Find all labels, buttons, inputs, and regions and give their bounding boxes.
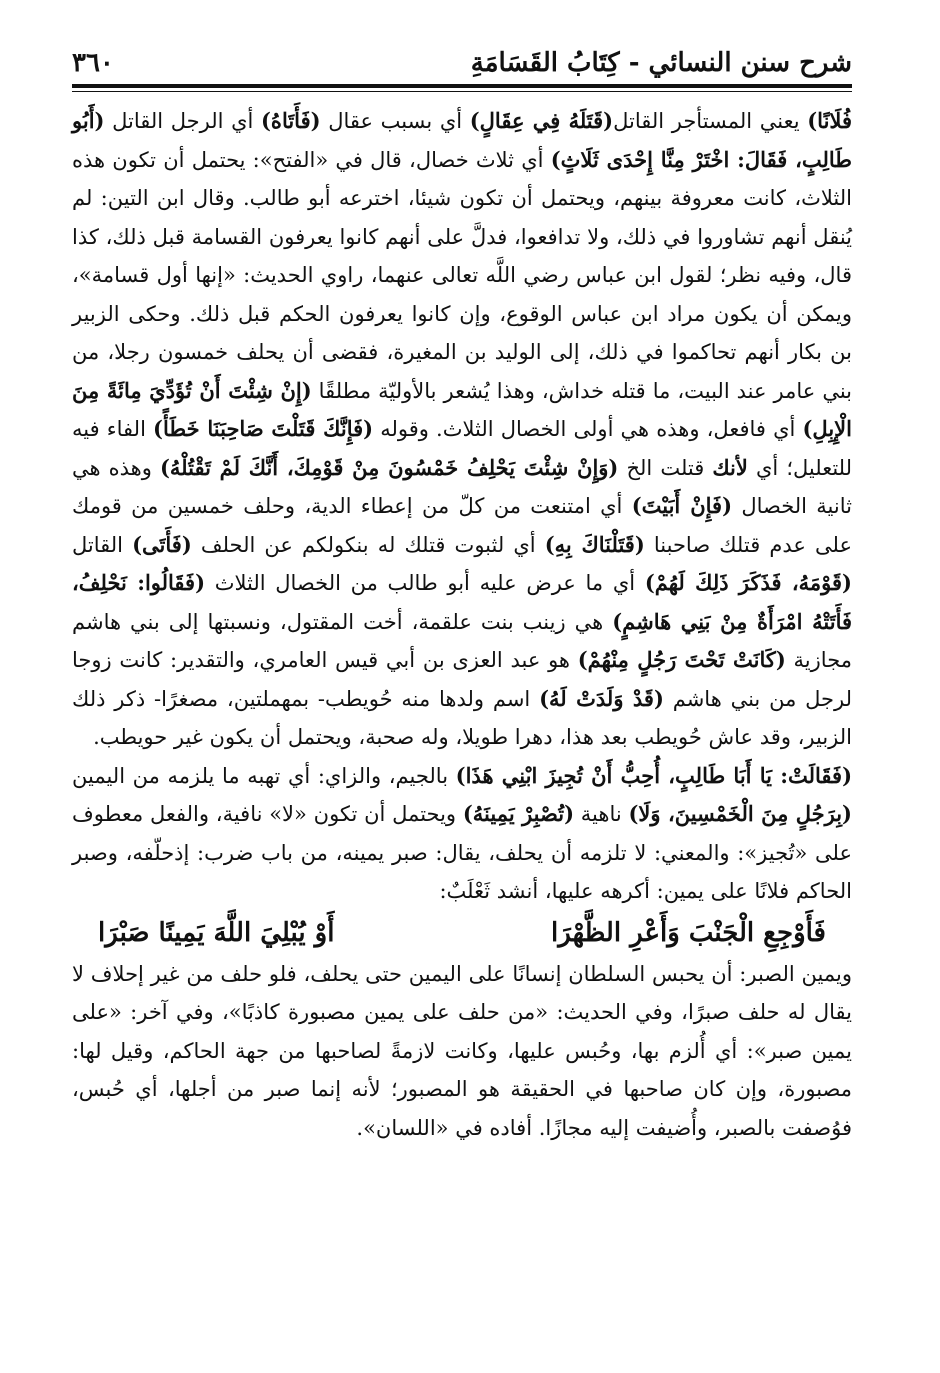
hadith-quote: (أَبُو طَالِبٍ، فَقَالَ: اخْتَرْ مِنَّا إِحْدَى ثَلَاثٍ) xyxy=(72,108,852,172)
hadith-quote: (فَأَتَى) xyxy=(132,531,192,557)
poetry-verse xyxy=(72,911,852,955)
hadith-quote: (قَتَلَهُ فِي عِقَالٍ) xyxy=(469,108,614,133)
page-header xyxy=(72,46,852,80)
page xyxy=(72,46,852,1147)
hadith-quote: (فَإِنْ أَبَيْتَ) xyxy=(631,493,733,518)
hadith-quote: لأنك xyxy=(712,454,748,480)
hadith-quote: (فَقَالَتْ: يَا أَبَا طَالِبٍ، أُحِبُّ أَنْ تُجِيزَ ابْنِي هَذَا) xyxy=(455,762,852,788)
verse-second-hemistich: أَوْ يُبْلِيَ اللَّهَ يَمِينًا صَبْرَا xyxy=(98,917,335,948)
hadith-quote: (إِنْ شِئْتَ أَنْ تُؤَدِّيَ مِائَةً مِنَ الْإِبِلِ) xyxy=(72,377,852,441)
running-title: شرح سنن النسائي - كِتَابُ القَسَامَةِ xyxy=(470,48,852,78)
hadith-quote: (فَأَتَاهُ) xyxy=(261,108,321,133)
header-rule-thin xyxy=(72,91,852,92)
hadith-quote: (قَتَلْنَاكَ بِهِ) xyxy=(544,531,645,557)
hadith-quote: (كَانَتْ تَحْتَ رَجُلٍ مِنْهُمْ) xyxy=(577,647,786,672)
paragraph-3: ويمين الصبر: أن يحبس السلطان إنسانًا على اليمين حتى يحلف، فلو حلف من غير إحلاف لا يقال له حلف صبرًا، وفي الحديث: «من حلف على يمين مصبورة كاذبًا»، وفي آخر: «على يمين صبر»: أي أُلزم بها، وحُبس عليها، وكانت لازمةً لصاحبها من جهة الحاكم، وقيل لها: مصبورة، وإن كان صاحبها في الحقيقة هو المصبور؛ لأنه إنما صبر من أجلها، أي حُبس، فوُصفت بالصبر، وأُضيفت إليه مجازًا. أفاده في «اللسان». xyxy=(72,961,852,1140)
commentary-text: الفاء فيه للتعليل؛ أي xyxy=(72,417,853,480)
hadith-quote: (قَوْمَهُ، فَذَكَرَ ذَلِكَ لَهُمْ) xyxy=(644,570,852,595)
hadith-quote: (تُصْبِرْ يَمِينَهُ) xyxy=(462,801,575,826)
commentary-text: أي ثلاث خصال، قال في «الفتح»: يحتمل أن تكون هذه الثلاث، كانت معروفة بينهم، ويحتمل أن تكون شيئا، اخترعه أبو طالب. وقال ابن التين: لم يُنقل أنهم تشاوروا في ذلك، ولا تدافعوا، فدلَّ على أنهم كانوا يعرفون القسامة قبل ذلك، كذا قال، وفيه نظر؛ لقول ابن عباس رضي اللَّه تعالى عنهما، راوي الحديث: «إنها أول قسامة»، ويمكن أن يكون مراد ابن عباس الوقوع، وإن كانوا يعرفون الحكم قبل ذلك. وحكى الزبير بن بكار أنهم تحاكموا في ذلك، إلى الوليد بن المغيرة، فقضى أن يحلف خمسون رجلا، من بني عامر عند البيت، ما قتله خداش، وهذا يُشعر بالأوليّة مطلقًا xyxy=(72,147,853,403)
commentary-text: بالجيم، والزاي: أي تهبه ما يلزمه من اليمين xyxy=(72,763,456,788)
hadith-quote: (فَإِنَّكَ قَتَلْتَ صَاحِبَنَا خَطَأً) xyxy=(153,416,374,441)
hadith-quote: (فَقَالُوا: نَحْلِفُ، فَأَتَتْهُ امْرَأَةٌ مِنْ بَنِي هَاشِمٍ) xyxy=(72,570,853,634)
commentary-body xyxy=(72,102,852,1147)
hadith-quote: (قَدْ وَلَدَتْ لَهُ) xyxy=(539,685,664,711)
paragraph-2 xyxy=(72,757,852,911)
commentary-text: أي الرجل القاتل xyxy=(104,109,261,133)
header-rule xyxy=(72,84,852,92)
commentary-text: أي ما عرض عليه أبو طالب من الخصال الثلاث xyxy=(205,571,645,595)
commentary-text: ناهية xyxy=(574,802,629,826)
commentary-text: وهذه هي ثانية الخصال xyxy=(72,455,852,518)
commentary-text: القاتل xyxy=(72,532,133,557)
commentary-text: يعني المستأجر القاتل xyxy=(613,109,808,133)
commentary-text: أي امتنعت من كلّ من إعطاء الدية، وحلف خمسين من قومك على عدم قتلك صاحبنا xyxy=(72,494,852,557)
hadith-quote: فُلَانًا) xyxy=(807,108,852,133)
header-rule-thick xyxy=(72,84,852,88)
commentary-text: ويحتمل أن تكون «لا» نافية، والفعل معطوف على «تُجيز»: والمعني: لا تلزمه أن يحلف، يقال: صبر يمينه، من باب ضرب: إذحلّفه، وصبر الحاكم فلانًا على يمين: أكرهه عليها، أنشد ثَعْلَبٌ: xyxy=(72,802,852,903)
commentary-text: أي لثبوت قتلك له بنكولكم عن الحلف xyxy=(191,532,545,557)
verse-first-hemistich: فَأَوْجِعِ الْجَنْبَ وَأَعْرِ الظَّهْرَا xyxy=(551,917,826,948)
commentary-text: هي زينب بنت علقمة، أخت المقتول، ونسبتها إلى بني هاشم مجازية xyxy=(72,609,852,672)
commentary-text: أي فافعل، وهذه هي أولى الخصال الثلاث. وقوله xyxy=(373,417,803,441)
hadith-quote: (بِرَجُلٍ مِنَ الْخَمْسِينَ، وَلَا) xyxy=(628,801,852,826)
commentary-text: هو عبد العزى بن أبي قيس العامري، والتقدير: كانت زوجا لرجل من بني هاشم xyxy=(72,648,853,711)
paragraph-1 xyxy=(72,102,852,757)
commentary-text: أي بسبب عقال xyxy=(320,109,470,133)
commentary-text: قتلت الخ xyxy=(618,455,713,480)
hadith-quote: (وَإِنْ شِئْتَ يَحْلِفُ خَمْسُونَ مِنْ قَوْمِكَ، أَنَّكَ لَمْ تَقْتُلْهُ) xyxy=(159,454,619,480)
page-number: ٣٦٠ xyxy=(72,48,114,78)
commentary-text: اسم ولدها منه حُويطب- بمهملتين، مصغرًا- ذكر ذلك الزبير، وقد عاش حُويطب بعد هذا، دهرا طويلا، وله صحبة، ويحتمل أن يكون غير حويطب. xyxy=(72,686,852,749)
